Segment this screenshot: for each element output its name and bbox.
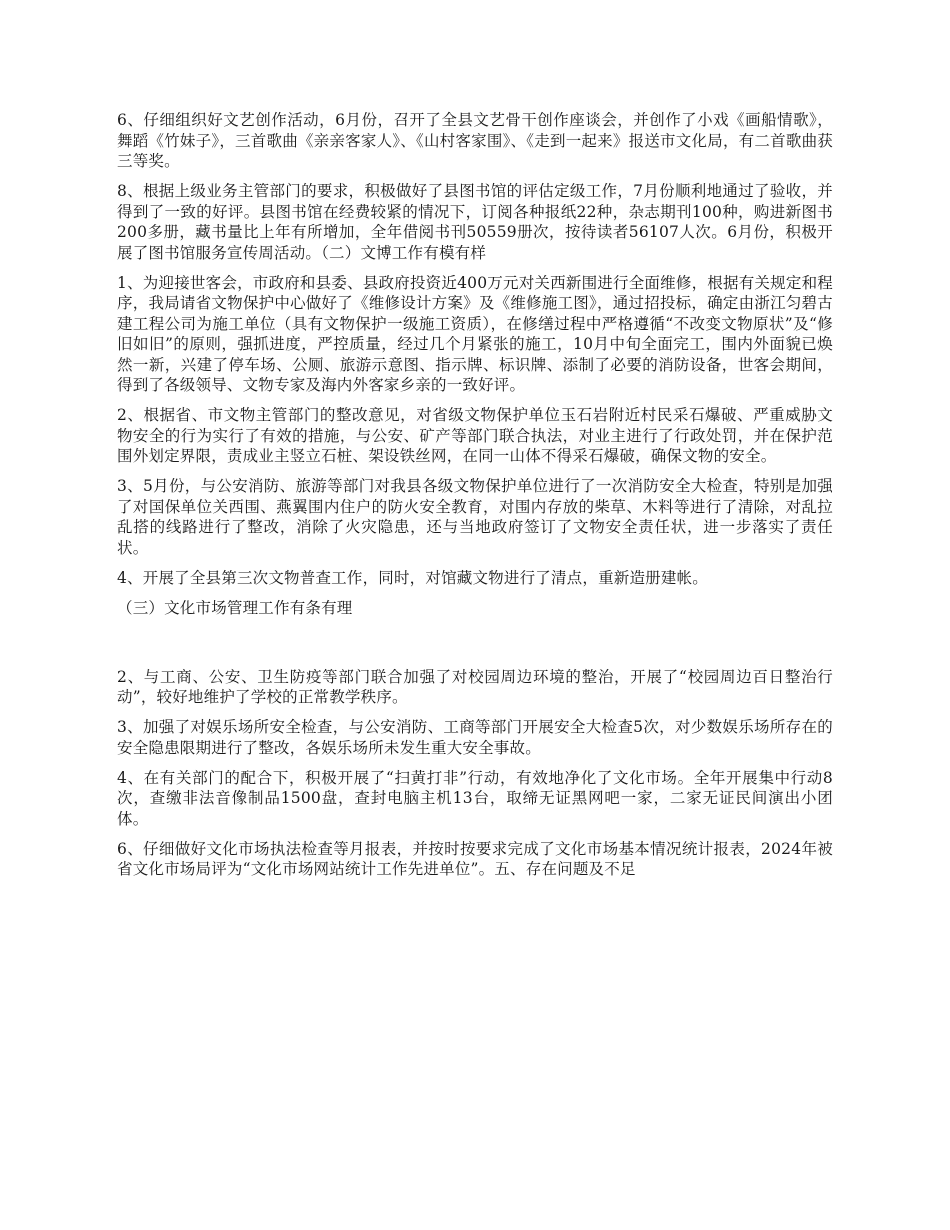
- paragraph-market-statistics: 6、仔细做好文化市场执法检查等月报表，并按时按要求完成了文化市场基本情况统计报表，2024年被省文化市场局评为“文化市场网站统计工作先进单位”。五、存在问题及不足: [117, 839, 833, 878]
- paragraph-guanxi-restoration: 1、为迎接世客会，市政府和县委、县政府投资近400万元对关西新围进行全面维修，根据有关规定和程序，我局请省文物保护中心做好了《维修设计方案》及《维修施工图》，通过招投标，确定由浙江匀碧古建工程公司为施工单位（具有文物保护一级施工资质），在修缮过程中严格遵循“不改变文物原状”及“修旧如旧”的原则，强抓进度，严控质量，经过几个月紧张的施工，10月中旬全面完工，围内外面貌已焕然一新，兴建了停车场、公厕、旅游示意图、指示牌、标识牌、添制了必要的消防设备，世客会期间，得到了各级领导、文物专家及海内外客家乡亲的一致好评。: [117, 273, 833, 394]
- paragraph-entertainment-safety: 3、加强了对娱乐场所安全检查，与公安消防、工商等部门开展安全大检查5次，对少数娱乐场所存在的安全隐患限期进行了整改，各娱乐场所未发生重大安全事故。: [117, 718, 833, 757]
- paragraph-yushiyan-protection: 2、根据省、市文物主管部门的整改意见，对省级文物保护单位玉石岩附近村民采石爆破、严重威胁文物安全的行为实行了有效的措施，与公安、矿产等部门联合执法，对业主进行了行政处罚，并在保护范围外划定界限，责成业主竖立石桩、架设铁丝网，在同一山体不得采石爆破，确保文物的安全。: [117, 406, 833, 465]
- paragraph-campus-environment: 2、与工商、公安、卫生防疫等部门联合加强了对校园周边环境的整治，开展了“校园周边百日整治行动”，较好地维护了学校的正常教学秩序。: [117, 667, 833, 706]
- paragraph-anti-piracy: 4、在有关部门的配合下，积极开展了“扫黄打非”行动，有效地净化了文化市场。全年开展集中行动8次，查缴非法音像制品1500盘，查封电脑主机13台，取缔无证黑网吧一家，二家无证民间演出小团体。: [117, 768, 833, 828]
- paragraph-fire-safety-inspection: 3、5月份，与公安消防、旅游等部门对我县各级文物保护单位进行了一次消防安全大检查，特别是加强了对国保单位关西围、燕翼围内住户的防火安全教育，对围内存放的柴草、木料等进行了清除，对乱拉乱搭的线路进行了整改，消除了火灾隐患，还与当地政府签订了文物安全责任状，进一步落实了责任状。: [117, 477, 833, 557]
- blank-gap: [117, 628, 833, 667]
- paragraph-library-evaluation: 8、根据上级业务主管部门的要求，积极做好了县图书馆的评估定级工作，7月份顺利地通过了验收，并得到了一致的好评。县图书馆在经费较紧的情况下，订阅各种报纸22种，杂志期刊100种，购进新图书200多册，藏书量比上年有所增加，全年借阅书刊50559册次，按待读者56107人次。6月份，积极开展了图书馆服务宣传周活动。（二）文博工作有模有样: [117, 182, 833, 262]
- paragraph-relic-survey: 4、开展了全县第三次文物普查工作，同时，对馆藏文物进行了清点，重新造册建帐。: [117, 568, 708, 587]
- section-heading-cultural-market: （三）文化市场管理工作有条有理: [117, 598, 353, 617]
- document-body: [117, 110, 833, 889]
- paragraph-arts-creation: 6、仔细组织好文艺创作活动，6月份，召开了全县文艺骨干创作座谈会，并创作了小戏《画船情歌》，舞蹈《竹妹子》，三首歌曲《亲亲客家人》、《山村客家围》、《走到一起来》报送市文化局，有二首歌曲获三等奖。: [117, 111, 833, 170]
